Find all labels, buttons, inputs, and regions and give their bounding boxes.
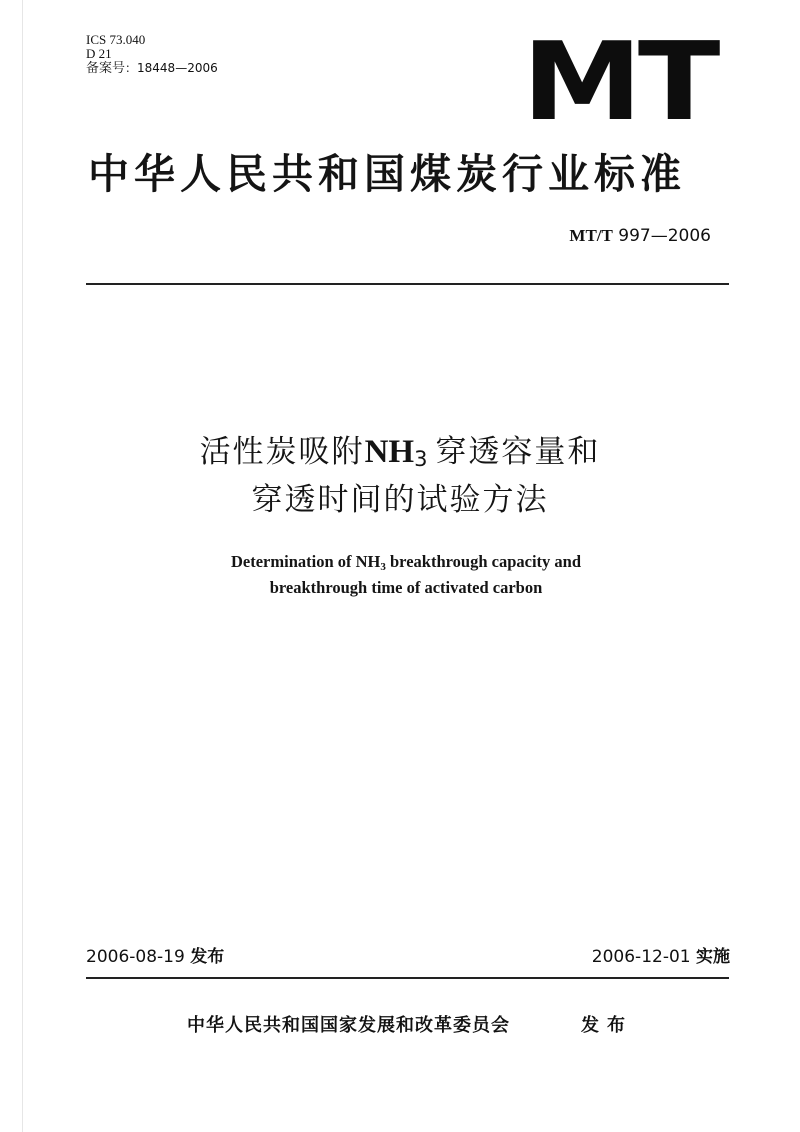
mt-logo: MT: [522, 20, 716, 145]
implementation-date-label: 实施: [696, 947, 730, 967]
standard-number-value: 997—2006: [612, 226, 711, 246]
cn-title-subscript: 3: [414, 447, 430, 471]
standard-number: [569, 226, 711, 246]
standard-category-title: 中华人民共和国煤炭行业标准: [88, 150, 686, 198]
standard-number-prefix: MT/T: [569, 226, 613, 245]
header-divider: [86, 283, 729, 285]
classification-codes: [86, 33, 218, 75]
implementation-date-value: 2006-12-01: [591, 947, 691, 967]
issue-date-label: 发布: [190, 947, 225, 967]
issue-date: [86, 946, 224, 968]
english-title-line-2: breakthrough time of activated carbon: [269, 578, 543, 597]
issuing-authority: 中华人民共和国国家发展和改革委员会: [187, 1015, 510, 1036]
issue-date-value: 2006-08-19: [86, 947, 185, 967]
record-value: ：18448—2006: [125, 61, 218, 75]
record-number: [86, 61, 218, 75]
implementation-date: [592, 946, 730, 968]
cn-title-part-1: 活性炭吸附: [199, 434, 365, 470]
ccs-code: D 21: [86, 46, 112, 61]
cn-title-part-2: 穿透容量和: [435, 434, 601, 470]
chinese-title-line-2: 穿透时间的试验方法: [251, 482, 549, 518]
chinese-title-line-1: [0, 432, 800, 475]
ics-code: ICS 73.040: [86, 32, 146, 47]
english-title-line-1: [0, 549, 800, 577]
en-title-subscript: 3: [380, 561, 386, 573]
footer-divider: [86, 977, 729, 979]
en-title-part-2: breakthrough capacity and: [385, 552, 582, 571]
en-title-part-1: Determination of NH: [230, 552, 381, 571]
cn-title-chem: NH: [364, 434, 415, 470]
record-label: 备案号: [86, 60, 126, 75]
issue-word: 发布: [581, 1015, 633, 1036]
